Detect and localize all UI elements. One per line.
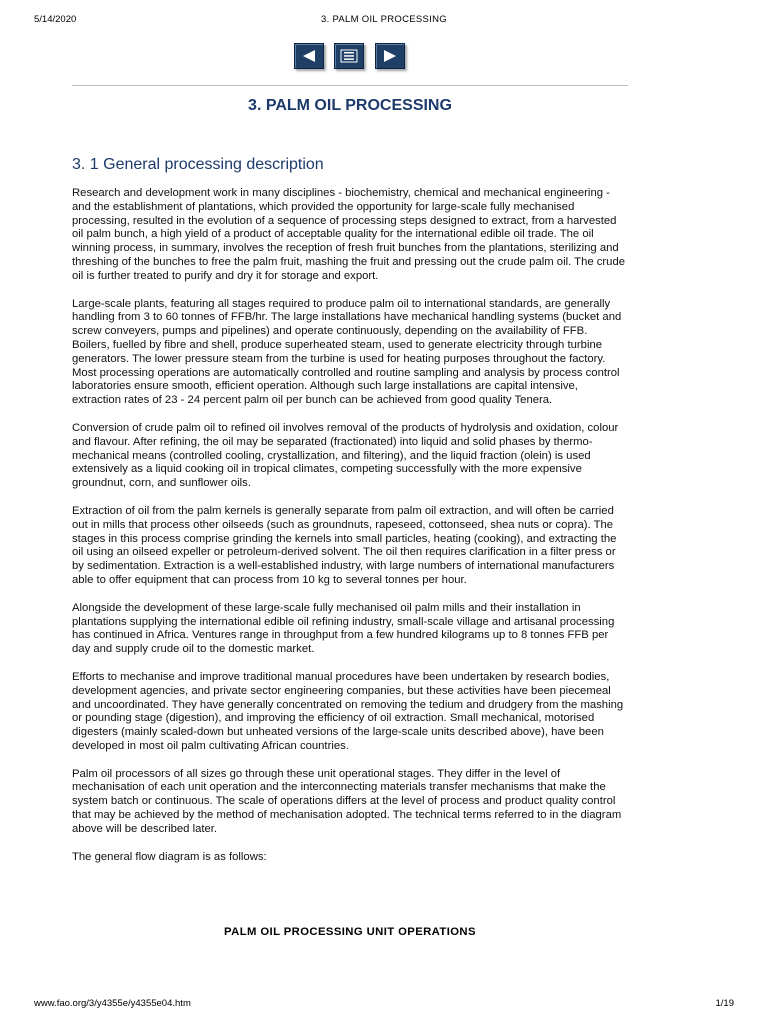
list-icon <box>340 49 358 63</box>
flow-diagram-title: PALM OIL PROCESSING UNIT OPERATIONS <box>224 926 476 938</box>
next-page-button[interactable] <box>375 43 405 69</box>
section-heading: 3. 1 General processing description <box>72 156 324 173</box>
right-arrow-icon <box>382 49 398 63</box>
paragraph: Conversion of crude palm oil to refined oil involves removal of the products of hydrolysis and oxidation, colour and flavour. After refining, the oil may be separated (fractionated) into liquid and solid phases by thermo-mechanical means (controlled cooling, crystallization, and filtering), and the liquid fraction (olein) is used extensively as a liquid cooking oil in tropical climates, competing successfully with the more expensive groundnut, corn, and sunflower oils. <box>72 421 619 490</box>
print-page-title: 3. PALM OIL PROCESSING <box>321 14 447 25</box>
print-date: 5/14/2020 <box>34 14 77 25</box>
previous-page-button[interactable] <box>294 43 324 69</box>
left-arrow-icon <box>301 49 317 63</box>
paragraph: Large-scale plants, featuring all stages required to produce palm oil to international standards, are generally handling from 3 to 60 tonnes of FFB/hr. The large installations have mechanical handling systems (bucket and screw conveyers, pumps and pipelines) and operate continuously, depending on the availability of FFB. Boilers, fuelled by fibre and shell, produce superheated steam, used to generate electricity through turbine generators. The lower pressure steam from the turbine is used for heating purposes throughout the factory. Most processing operations are automatically controlled and routine sampling and analysis by process control laboratories ensure smooth, efficient operation. Although such large installations are capital intensive, extraction rates of 23 - 24 percent palm oil per bunch can be achieved from good quality Tenera. <box>72 297 622 407</box>
paragraph: Research and development work in many disciplines - biochemistry, chemical and mechanical engineering - and the establishment of plantations, which provided the opportunity for large-scale fully mechanised processing, resulted in the evolution of a sequence of processing steps designed to extract, from a harvested oil palm bunch, a high yield of a product of acceptable quality for the international edible oil trade. The oil winning process, in summary, involves the reception of fresh fruit bunches from the plantations, sterilizing and threshing of the bunches to free the palm fruit, mashing the fruit and pressing out the crude palm oil. The crude oil is further treated to purify and dry it for storage and export. <box>72 187 626 282</box>
paragraph: Alongside the development of these large-scale fully mechanised oil palm mills and their installation in plantations supplying the international edible oil refining industry, small-scale village and artisanal processing has continued in Africa. Ventures range in throughput from a few hundred kilograms up to 8 tonnes FFB per day and supply crude oil to the domestic market. <box>72 601 615 656</box>
print-header <box>34 14 734 28</box>
paragraph: The general flow diagram is as follows: <box>72 850 267 863</box>
table-of-contents-button[interactable] <box>334 43 364 69</box>
paragraph: Palm oil processors of all sizes go through these unit operational stages. They differ in the level of mechanisation of each unit operation and the interconnecting materials transfer mechanisms that make the system batch or continuous. The scale of operations differs at the level of process and product quality control that may be achieved by the method of mechanisation adopted. The technical terms referred to in the diagram above will be described later. <box>72 767 622 835</box>
article-body <box>72 187 628 878</box>
horizontal-divider <box>72 85 628 86</box>
paragraph: Extraction of oil from the palm kernels is generally separate from palm oil extraction, and will often be carried out in mills that process other oilseeds (such as groundnuts, rapeseed, cottonseed, shea nuts or copra). The stages in this process comprise grinding the kernels into small particles, heating (cooking), and extracting the oil using an oilseed expeller or petroleum-derived solvent. The oil then requires clarification in a filter press or by sedimentation. Extraction is a well-established industry, with large numbers of international manufacturers able to offer equipment that can process from 10 kg to several tonnes per hour. <box>72 504 617 586</box>
print-page-number: 1/19 <box>715 998 734 1009</box>
print-url: www.fao.org/3/y4355e/y4355e04.htm <box>34 998 191 1009</box>
print-footer <box>34 998 734 1012</box>
navigation-bar <box>0 43 768 69</box>
page-title: 3. PALM OIL PROCESSING <box>248 97 452 114</box>
paragraph: Efforts to mechanise and improve traditional manual procedures have been undertaken by research bodies, development agencies, and private sector engineering companies, but these activities have been piecemeal and uncoordinated. They have generally concentrated on removing the tedium and drudgery from the mashing or pounding stage (digestion), and improving the efficiency of oil extraction. Small mechanical, motorised digesters (mainly scaled-down but unheated versions of the large-scale units described above), have been developed in most oil palm cultivating African countries. <box>72 670 624 752</box>
